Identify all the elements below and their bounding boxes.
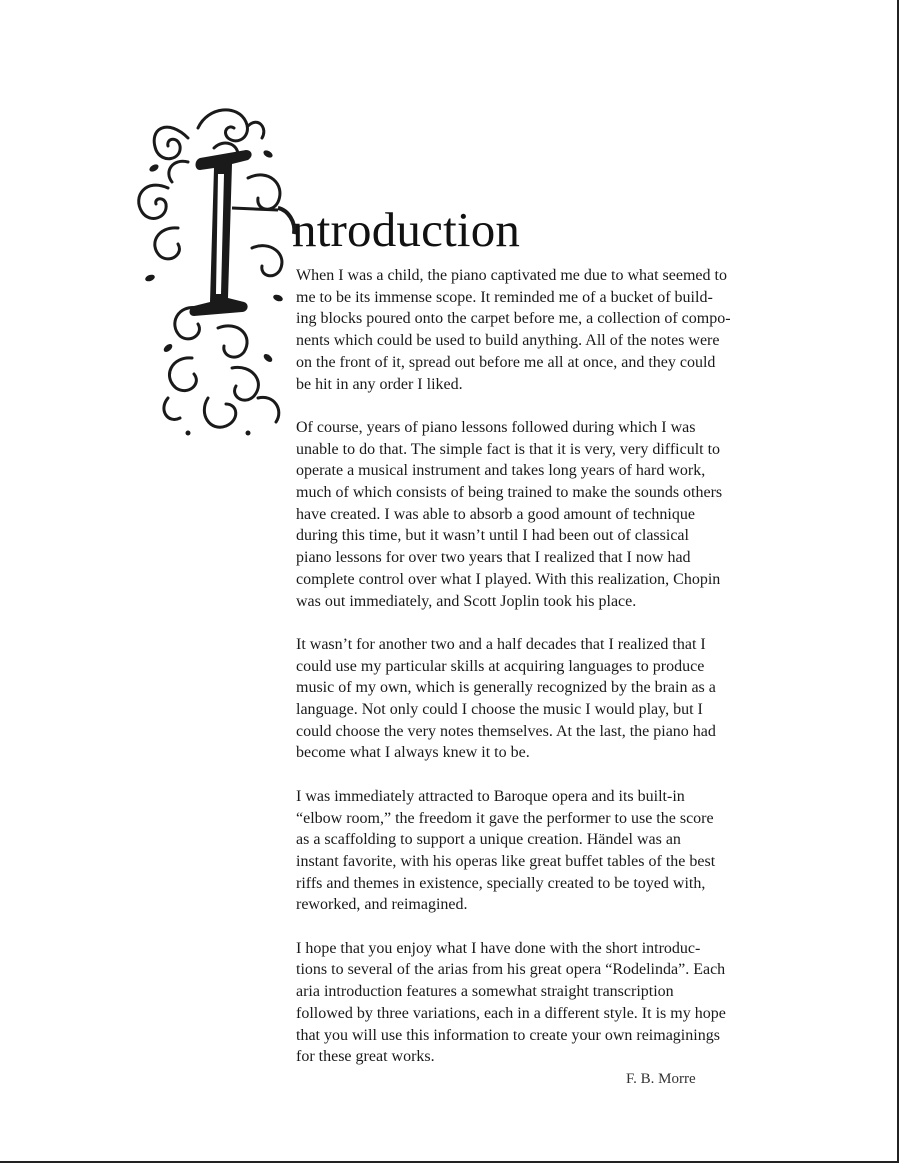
text-line: riffs and themes in existence, specially created to be toyed with, (296, 874, 706, 892)
text-line: could use my particular skills at acquiring languages to produce (296, 657, 705, 675)
text-line: me to be its immense scope. It reminded me of a bucket of build- (296, 288, 713, 306)
text-line: during this time, but it wasn’t until I had been out of classical (296, 527, 689, 545)
text-line: tions to several of the arias from his great opera “Rodelinda”. Each (296, 961, 726, 979)
text-line: “elbow room,” the freedom it gave the performer to use the score (296, 809, 714, 827)
text-line: complete control over what I played. With this realization, Chopin (296, 570, 721, 588)
paragraph-1 (296, 265, 784, 395)
text-line: When I was a child, the piano captivated me due to what seemed to (296, 267, 727, 284)
text-line: could choose the very notes themselves. At the last, the piano had (296, 722, 716, 740)
text-line: It wasn’t for another two and a half decades that I realized that I (296, 635, 706, 653)
text-line: instant favorite, with his operas like great buffet tables of the best (296, 852, 716, 870)
page-title (292, 202, 521, 257)
text-line: piano lessons for over two years that I realized that I now had (296, 549, 691, 567)
text-line: followed by three variations, each in a different style. It is my hope (296, 1004, 726, 1022)
text-line: Of course, years of piano lessons followed during which I was (296, 418, 696, 436)
text-line: have created. I was able to absorb a good amount of technique (296, 505, 695, 523)
text-line: much of which consists of being trained to make the sounds others (296, 484, 723, 502)
ornamental-initial-i (128, 98, 300, 438)
text-line: I was immediately attracted to Baroque opera and its built-in (296, 787, 685, 805)
text-line: nents which could be used to build anything. All of the notes were (296, 332, 720, 350)
text-line: be hit in any order I liked. (296, 375, 463, 393)
text-line: reworked, and reimagined. (296, 896, 468, 914)
text-line: on the front of it, spread out before me all at once, and they could (296, 353, 716, 371)
text-line: language. Not only could I choose the music I would play, but I (296, 701, 703, 719)
text-line: music of my own, which is generally recognized by the brain as a (296, 679, 716, 697)
paragraph-2 (296, 417, 784, 612)
text-line: that you will use this information to create your own reimaginings (296, 1026, 720, 1044)
paragraph-3 (296, 634, 784, 764)
paragraph-4 (296, 786, 784, 916)
text-line: aria introduction features a somewhat straight transcription (296, 983, 674, 1001)
author-signature: F. B. Morre (626, 1071, 696, 1087)
paragraph-5 (296, 938, 784, 1068)
text-line: as a scaffolding to support a unique creation. Händel was an (296, 831, 681, 849)
text-line: was out immediately, and Scott Joplin took his place. (296, 592, 637, 610)
text-line: operate a musical instrument and takes long years of hard work, (296, 462, 706, 480)
introduction-body (296, 265, 784, 1090)
text-line: ing blocks poured onto the carpet before me, a collection of compo- (296, 310, 731, 328)
text-line: for these great works. (296, 1048, 435, 1066)
text-line: become what I always knew it to be. (296, 744, 530, 762)
text-line: I hope that you enjoy what I have done with the short introduc- (296, 939, 701, 957)
text-line: unable to do that. The simple fact is that it is very, very difficult to (296, 440, 721, 458)
page-title-rest: ntroduction (292, 202, 521, 257)
